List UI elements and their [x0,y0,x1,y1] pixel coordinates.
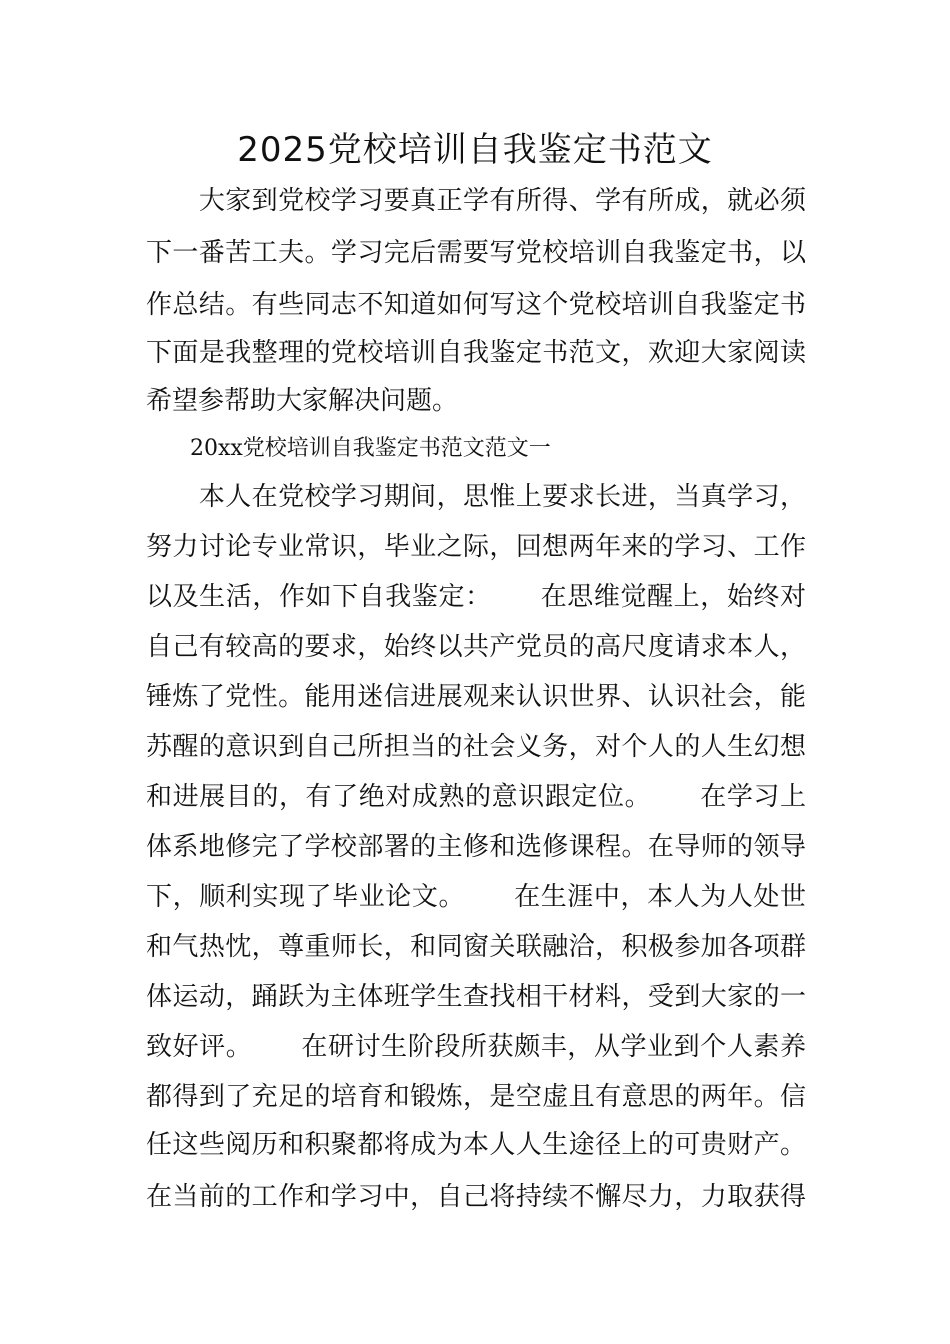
section-heading: 20xx党校培训自我鉴定书范文范文一 [146,436,551,461]
paragraph-line: 努力讨论专业常识，毕业之际，回想两年来的学习、工作 [146,532,806,562]
paragraph-line: 本人在党校学习期间，思惟上要求长进，当真学习， [146,482,806,512]
paragraph-line: 苏醒的意识到自己所担当的社会义务，对个人的人生幻想 [146,732,806,762]
paragraph-line: 和气热忱，尊重师长，和同窗关联融洽，积极参加各项群 [146,932,806,962]
paragraph-line: 锤炼了党性。能用迷信进展观来认识世界、认识社会，能 [146,682,806,712]
paragraph-line: 以及生活，作如下自我鉴定： 在思维觉醒上，始终对 [146,582,806,612]
paragraph-line: 下面是我整理的党校培训自我鉴定书范文，欢迎大家阅读 [146,338,806,368]
paragraph-line: 任这些阅历和积聚都将成为本人人生途径上的可贵财产。 [146,1130,806,1160]
paragraph-line: 希望参帮助大家解决问题。 [146,386,459,416]
paragraph-line: 下一番苦工夫。学习完后需要写党校培训自我鉴定书，以 [146,238,806,268]
paragraph-line: 下，顺利实现了毕业论文。 在生涯中，本人为人处世 [146,882,806,912]
paragraph-line: 自己有较高的要求，始终以共产党员的高尺度请求本人， [146,632,806,662]
paragraph-line: 致好评。 在研讨生阶段所获颇丰，从学业到个人素养 [146,1032,806,1062]
paragraph-line: 大家到党校学习要真正学有所得、学有所成，就必须 [146,186,806,216]
paragraph-line: 作总结。有些同志不知道如何写这个党校培训自我鉴定书 [146,290,806,320]
paragraph-line: 体运动，踊跃为主体班学生查找相干材料，受到大家的一 [146,982,806,1012]
paragraph-line: 体系地修完了学校部署的主修和选修课程。在导师的领导 [146,832,806,862]
document-title: 2025党校培训自我鉴定书范文 [237,130,713,170]
paragraph-line: 在当前的工作和学习中，自己将持续不懈尽力，力取获得 [146,1182,806,1212]
paragraph-line: 都得到了充足的培育和锻炼，是空虚且有意思的两年。信 [146,1082,806,1112]
paragraph-line: 和进展目的，有了绝对成熟的意识跟定位。 在学习上 [146,782,806,812]
